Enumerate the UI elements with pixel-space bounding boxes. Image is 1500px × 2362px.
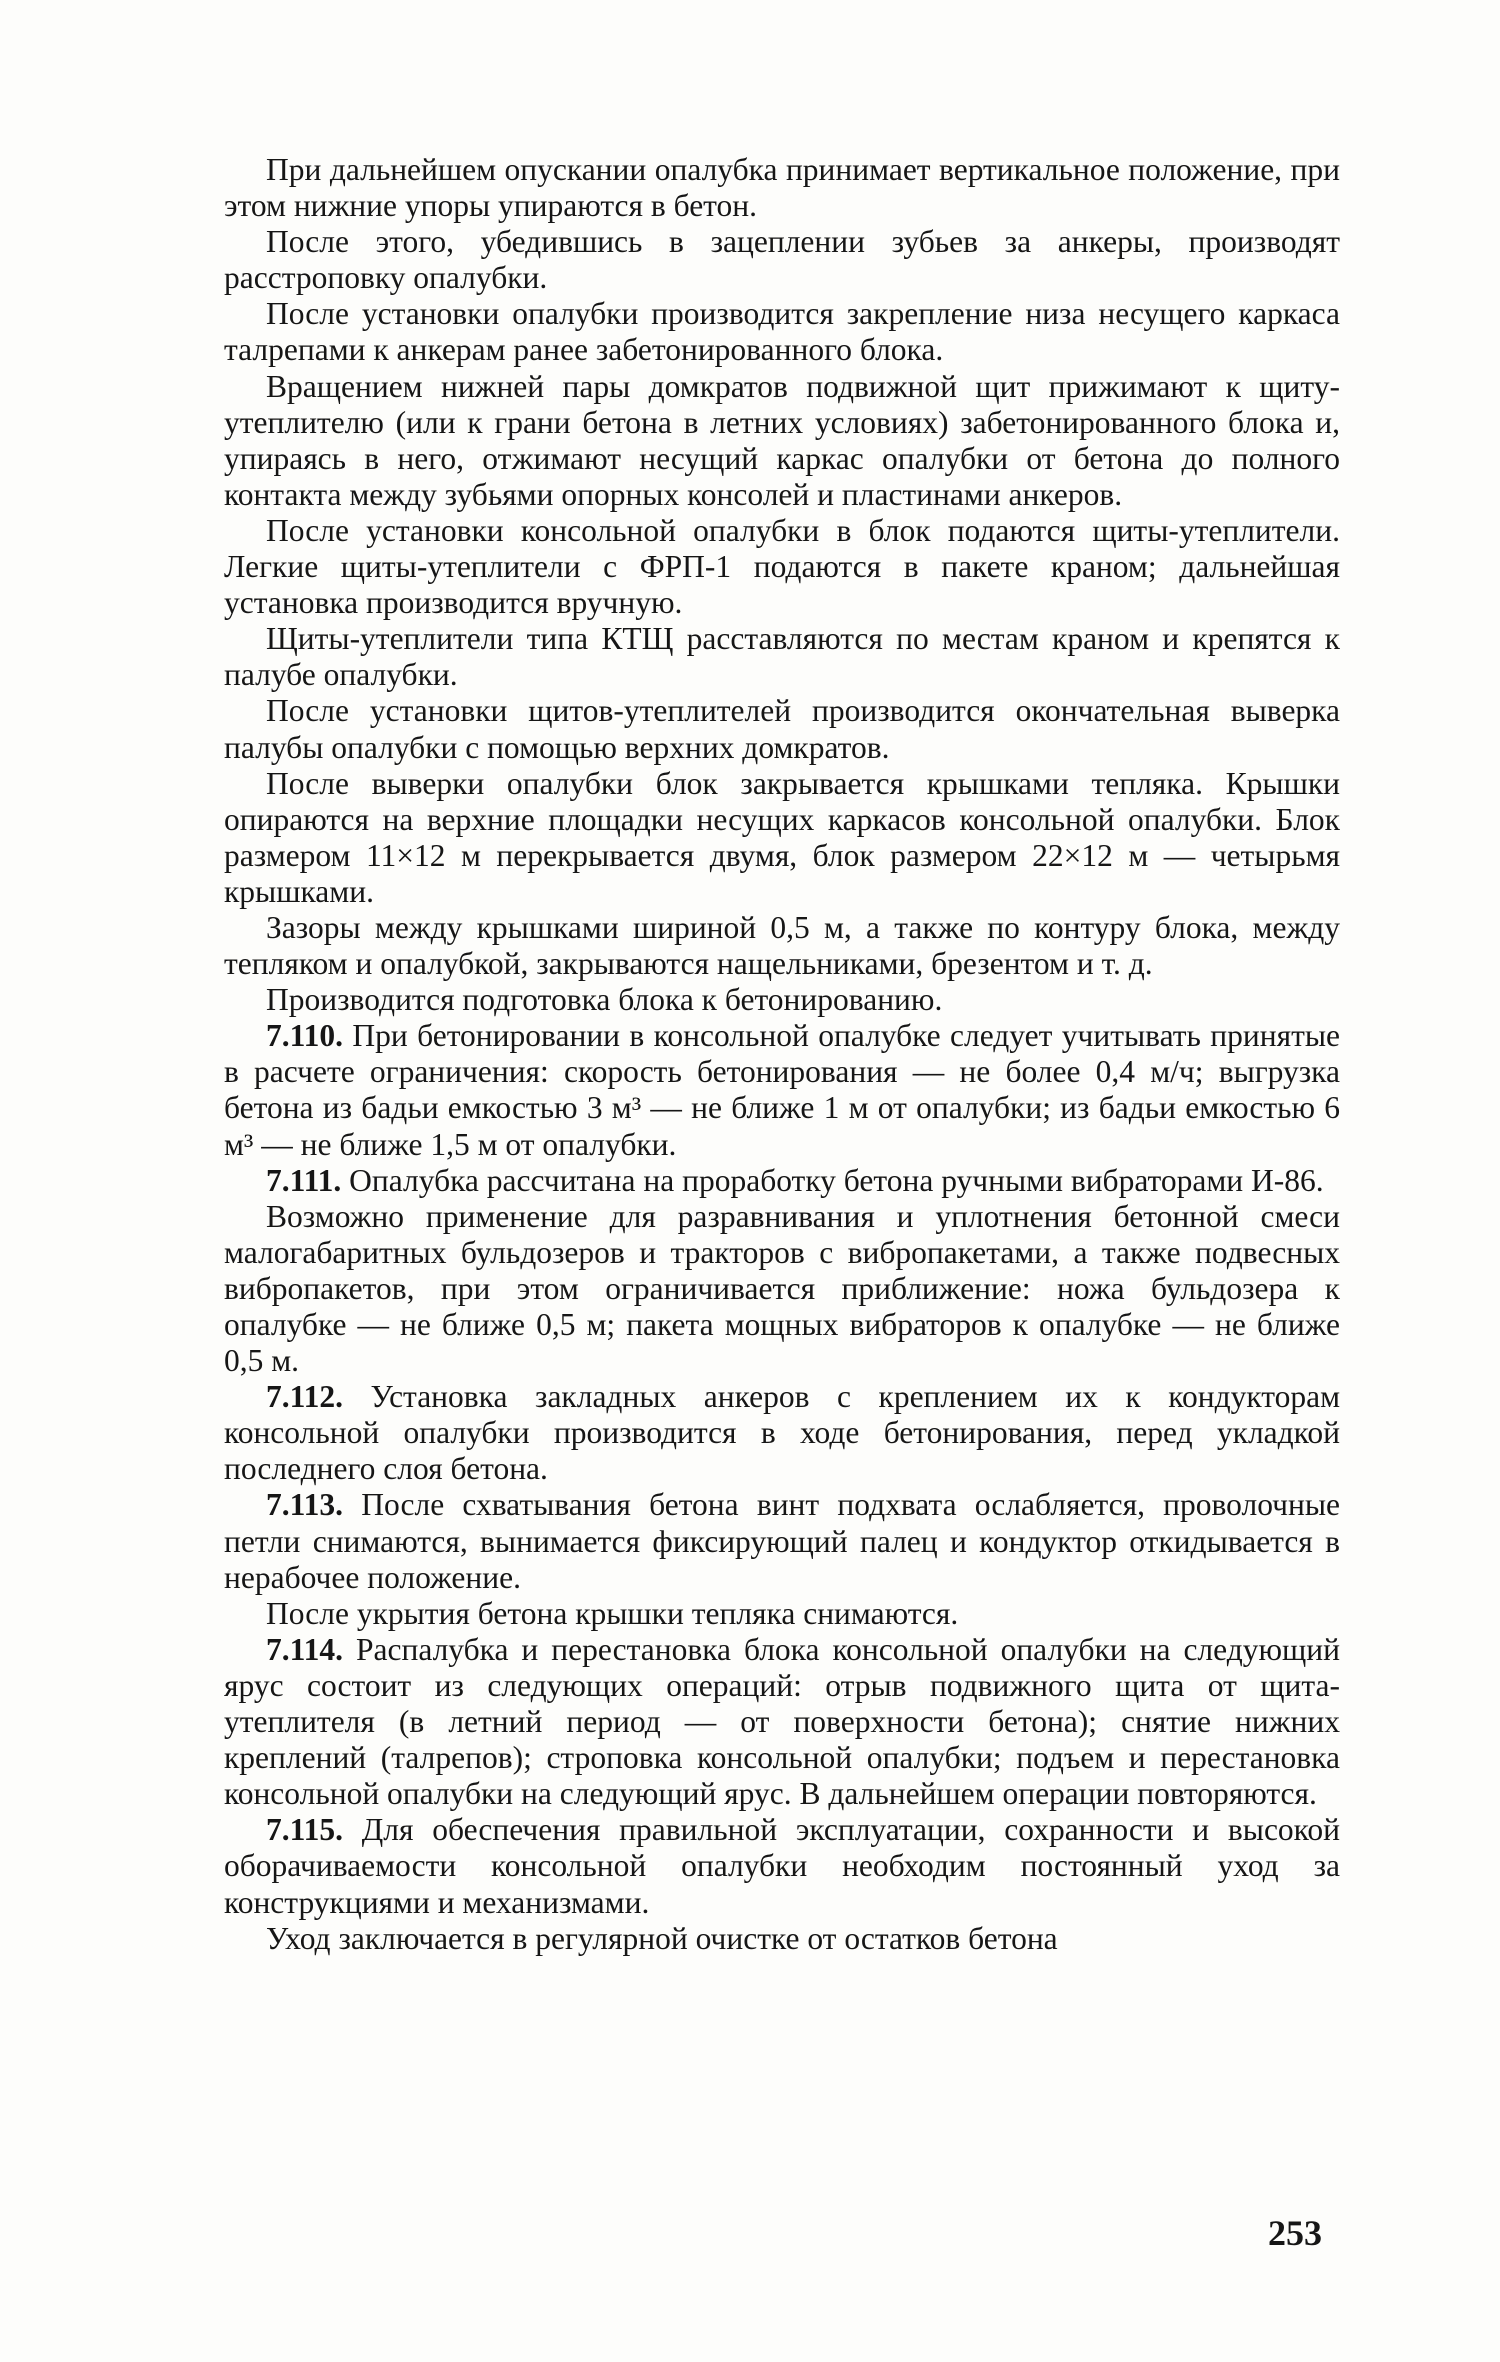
section-number: 7.114. — [266, 1631, 344, 1667]
paragraph: После укрытия бетона крышки тепляка снимаются. — [266, 1595, 959, 1631]
paragraph: Зазоры между крышками шириной 0,5 м, а также по контуру блока, между тепляком и опалубкой, закрываются нащельниками, брезентом и т. д. — [224, 909, 1340, 982]
page-number: 253 — [1268, 2213, 1322, 2253]
section-7-113: 7.113. После схватывания бетона винт подхвата ослабляется, проволочные петли снимаются, вынимается фиксирующий палец и кондуктор откидывается в нерабочее положение. — [224, 1487, 1340, 1595]
paragraph: Щиты-утеплители типа КТЩ расставляются по местам краном и крепятся к палубе опалубки. — [224, 621, 1340, 693]
paragraph: Вращением нижней пары домкратов подвижной щит прижимают к щиту-утеплителю (или к грани бетона в летних условиях) забетонированного блока и, упираясь в него, отжимают несущий каркас опалубки от бетона до полного контакта между зубьями опорных консолей и пластинами анкеров. — [224, 368, 1340, 512]
paragraph: Производится подготовка блока к бетонированию. — [266, 982, 943, 1018]
section-number: 7.111. — [266, 1162, 342, 1198]
section-number: 7.112. — [266, 1379, 344, 1415]
paragraph: После установки консольной опалубки в блок подаются щиты-утеплители. Легкие щиты-утеплители с ФРП-1 подаются в пакете краном; дальнейшая установка производится вручную. — [224, 512, 1340, 621]
section-7-110: 7.110. При бетонировании в консольной опалубке следует учитывать принятые в расчете ограничения: скорость бетонирования — не более 0,4 м/ч; выгрузка бетона из бадьи емкостью 3 м³ — не ближе 1 м от опалубки; из бадьи емкостью 6 м³ — не ближе 1,5 м от опалубки. — [224, 1018, 1340, 1162]
paragraph: После этого, убедившись в зацеплении зубьев за анкеры, производят расстроповку опалубки. — [224, 224, 1340, 296]
section-number: 7.115. — [266, 1812, 344, 1848]
paragraph: После выверки опалубки блок закрывается крышками тепляка. Крышки опираются на верхние площадки несущих каркасов консольной опалубки. Блок размером 11×12 м перекрывается двумя, блок размером 22×12 м — четырьмя крышками. — [224, 765, 1340, 909]
paragraph: Уход заключается в регулярной очистке от остатков бетона — [266, 1920, 1058, 1956]
section-number: 7.110. — [266, 1018, 344, 1054]
section-7-114: 7.114. Распалубка и перестановка блока консольной опалубки на следующий ярус состоит из следующих операций: отрыв подвижного щита от щита-утеплителя (в летний период — от поверхности бетона); снятие нижних креплений (талрепов); строповка консольной опалубки; подъем и перестановка консольной опалубки на следующий ярус. В дальнейшем операции повторяются. — [224, 1631, 1340, 1812]
paragraph: После установки щитов-утеплителей производится окончательная выверка палубы опалубки с помощью верхних домкратов. — [224, 693, 1340, 765]
paragraph: При дальнейшем опускании опалубка принимает вертикальное положение, при этом нижние упоры упираются в бетон. — [224, 152, 1340, 224]
section-7-111: 7.111. Опалубка рассчитана на проработку бетона ручными вибраторами И-86. — [266, 1162, 1324, 1198]
paragraph: После установки опалубки производится закрепление низа несущего каркаса талрепами к анкерам ранее забетонированного блока. — [224, 296, 1340, 368]
section-7-115: 7.115. Для обеспечения правильной эксплуатации, сохранности и высокой оборачиваемости консольной опалубки необходим постоянный уход за конструкциями и механизмами. — [224, 1812, 1340, 1920]
paragraph: Возможно применение для разравнивания и уплотнения бетонной смеси малогабаритных бульдозеров и тракторов с вибропакетами, а также подвесных вибропакетов, при этом ограничивается приближение: ножа бульдозера к опалубке — не ближе 0,5 м; пакета мощных вибраторов к опалубке — не ближе 0,5 м. — [224, 1198, 1340, 1379]
section-number: 7.113. — [266, 1487, 344, 1523]
body-text — [224, 152, 1340, 1957]
section-7-112: 7.112. Установка закладных анкеров с креплением их к кондукторам консольной опалубки производится в ходе бетонирования, перед укладкой последнего слоя бетона. — [224, 1379, 1340, 1487]
